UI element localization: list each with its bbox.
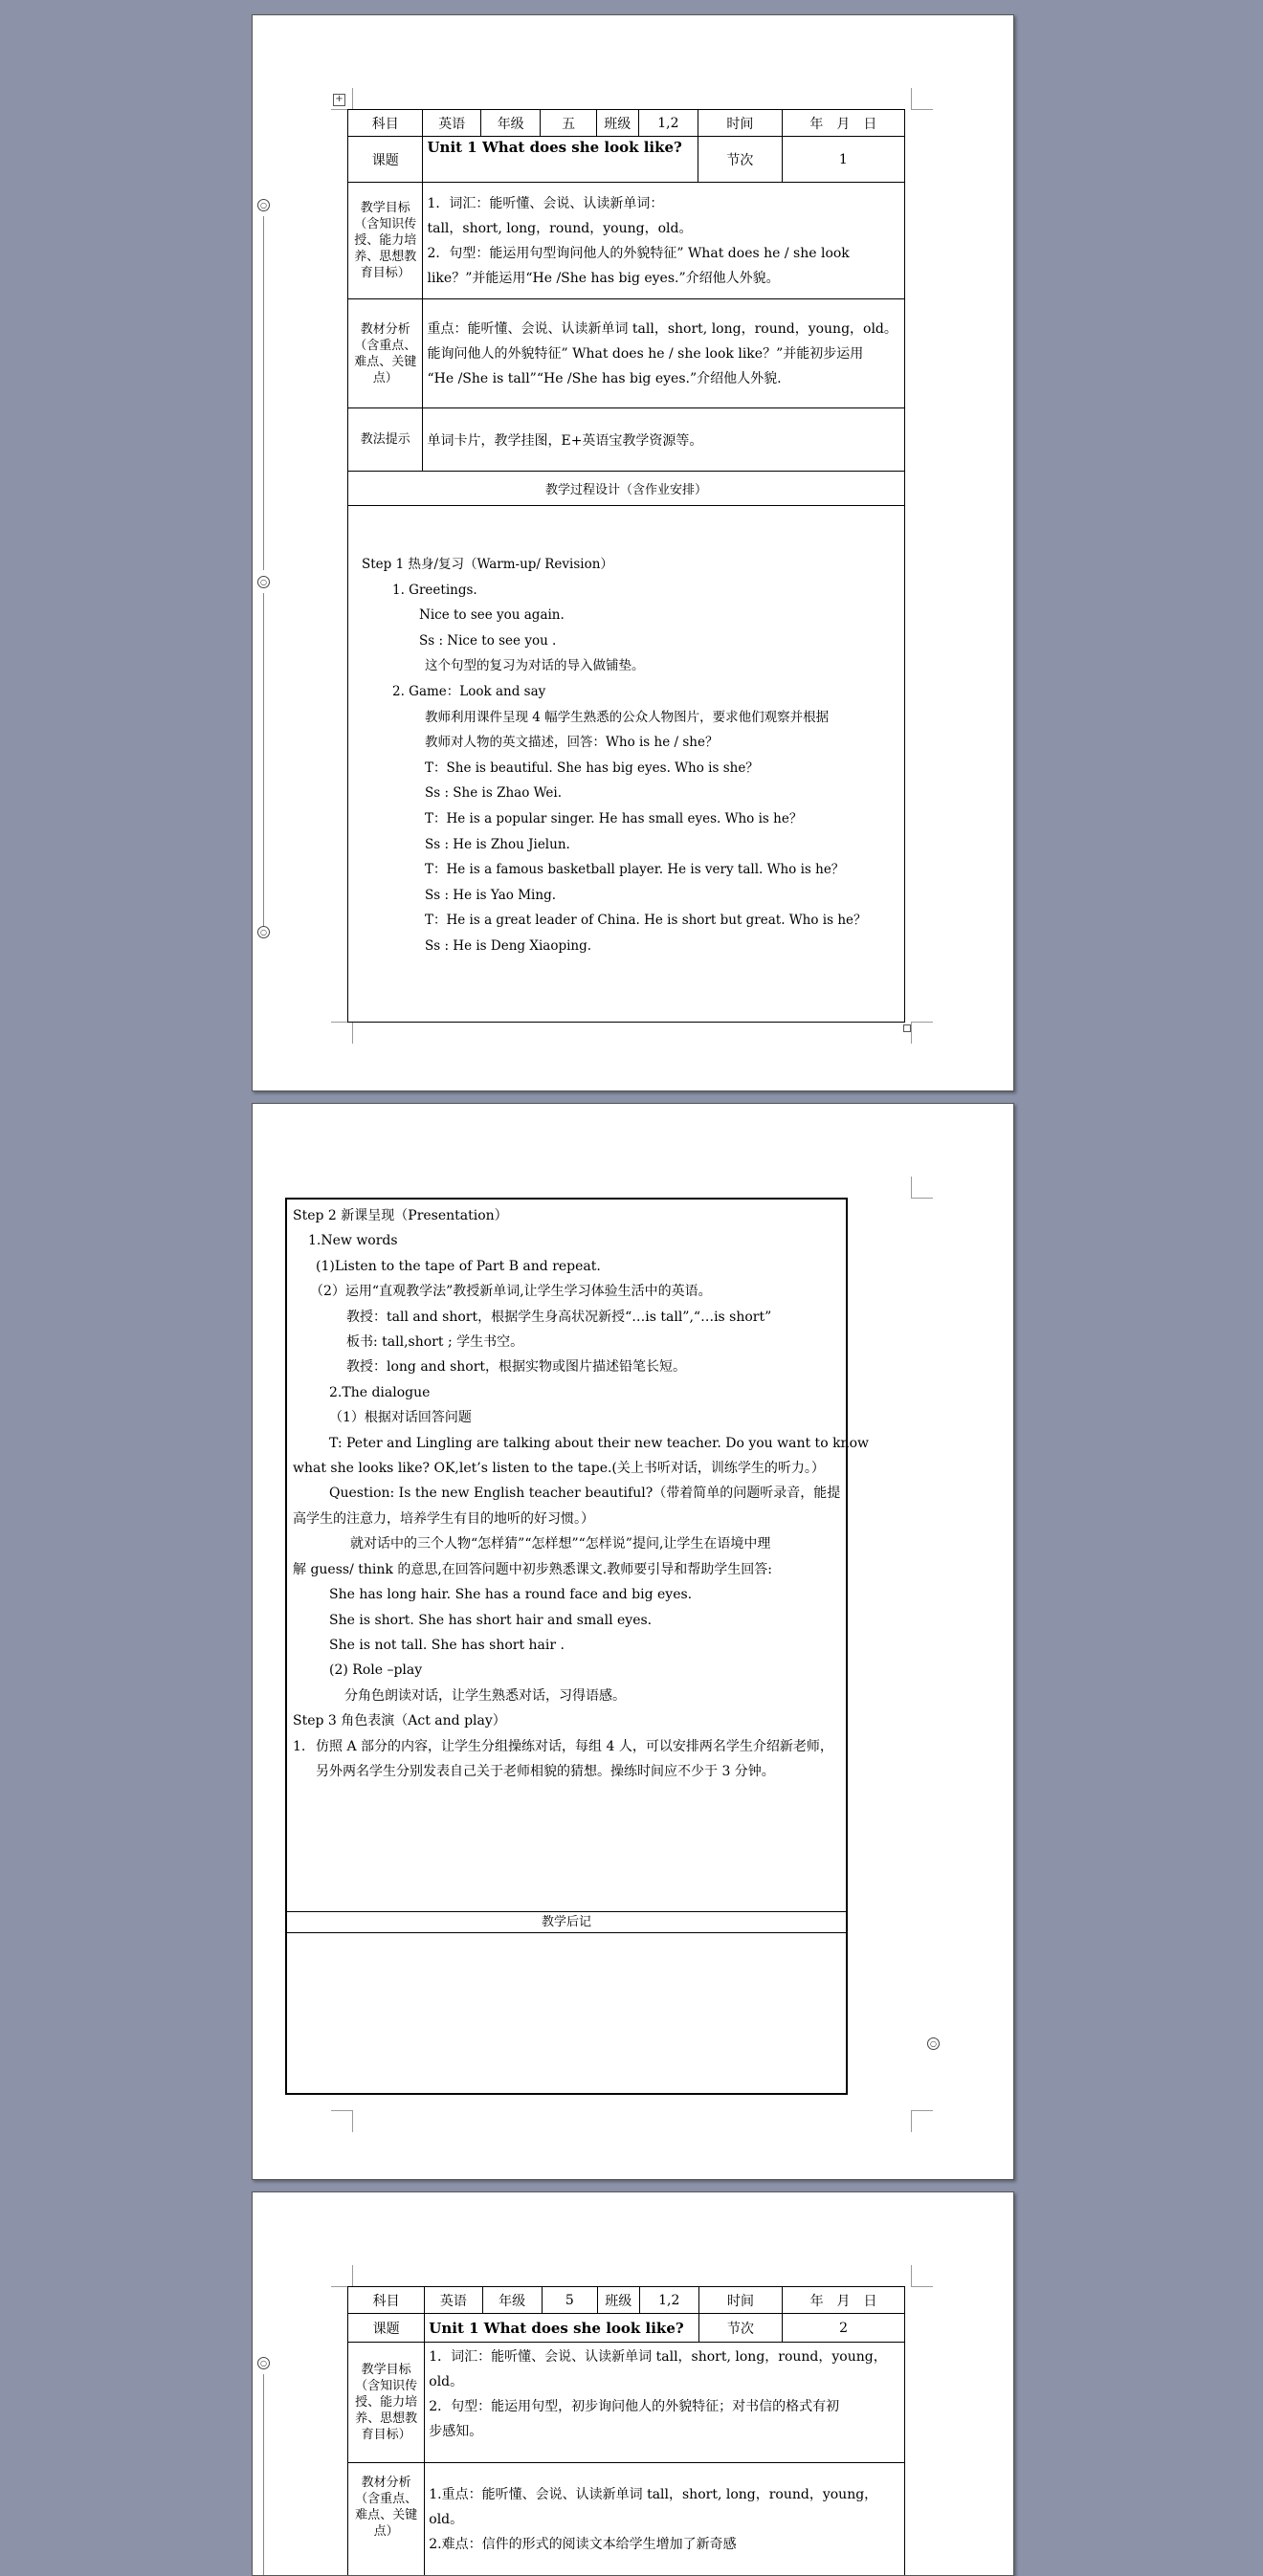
goal-line: 1．词汇：能听懂、会说、认读新单词： <box>427 191 900 216</box>
period-value: 2 <box>783 2314 905 2343</box>
date-value: 年 月 日 <box>783 2287 905 2314</box>
process-line: 这个句型的复习为对话的导入做铺垫。 <box>362 653 897 679</box>
process-line: 2. Game：Look and say <box>362 679 897 705</box>
process-line: Nice to see you again. <box>362 603 897 628</box>
margin-corner-mark <box>331 2110 353 2132</box>
analysis-line: 1.重点：能听懂、会说、认读新单词 tall，short, long，round，young， <box>429 2482 900 2507</box>
process-line: (1)Listen to the tape of Part B and repeat. <box>293 1254 840 1279</box>
process-label: 教学过程设计（含作业安排） <box>348 472 905 506</box>
process-line: 教师利用课件呈现 4 幅学生熟悉的公众人物图片，要求他们观察并根据 <box>362 705 897 731</box>
subject-label: 科目 <box>348 2287 425 2314</box>
teaching-process <box>348 506 905 1023</box>
grade-value: 5 <box>542 2287 597 2314</box>
subject-label: 科目 <box>348 110 423 137</box>
goal-line: 2．句型：能运用句型，初步询问他人的外貌特征；对书信的格式有初 <box>429 2394 900 2419</box>
margin-corner-mark <box>911 1022 933 1044</box>
process-line: She is short. She has short hair and small eyes. <box>293 1608 840 1633</box>
process-line: 1.New words <box>293 1228 840 1253</box>
table-resize-handle[interactable] <box>903 1024 911 1032</box>
analysis-label: 教材分析（含重点、难点、关键点） <box>348 299 423 408</box>
margin-corner-mark <box>911 1177 933 1199</box>
margin-corner-mark <box>331 2265 353 2287</box>
class-label: 班级 <box>596 110 638 137</box>
process-line: 1. Greetings. <box>362 578 897 604</box>
grade-value: 五 <box>541 110 596 137</box>
process-line: 解 guess/ think 的意思,在回答问题中初步熟悉课文.教师要引导和帮助学生回答: <box>293 1557 840 1582</box>
goal-line: 1．词汇：能听懂、会说、认读新单词 tall，short, long，round，young， <box>429 2345 900 2369</box>
margin-line <box>263 2374 264 2576</box>
process-line: （1）根据对话回答问题 <box>293 1405 840 1430</box>
process-line: 教师对人物的英文描述，回答：Who is he / she？ <box>362 730 897 756</box>
period-label: 节次 <box>698 137 783 183</box>
grade-label: 年级 <box>482 2287 542 2314</box>
process-line: Ss : Nice to see you . <box>362 628 897 654</box>
time-label: 时间 <box>698 2287 782 2314</box>
method-hint: 单词卡片，教学挂图，E+英语宝教学资源等。 <box>423 408 905 472</box>
margin-line <box>263 593 264 928</box>
process-line: T: Peter and Lingling are talking about their new teacher. Do you want to know <box>293 1431 840 1456</box>
class-value: 1,2 <box>639 2287 698 2314</box>
process-line: T：He is a popular singer. He has small eyes. Who is he？ <box>362 806 897 832</box>
goals-label: 教学目标（含知识传授、能力培养、思想教育目标） <box>348 183 423 299</box>
analysis-line: 重点：能听懂、会说、认读新单词 tall，short, long，round，young，old。 <box>427 317 900 341</box>
analysis-line: 2.难点：信件的形式的阅读文本给学生增加了新奇感 <box>429 2532 900 2557</box>
process-line: what she looks like? OK,let’s listen to the tape.(关上书听对话，训练学生的听力。） <box>293 1456 840 1481</box>
divider <box>287 1911 846 1912</box>
margin-corner-mark <box>911 88 933 110</box>
comment-marker-icon[interactable]: ○ <box>257 199 270 211</box>
goal-line: like？”并能运用“He /She has big eyes.”介绍他人外貌。 <box>427 266 900 291</box>
process-line: Question: Is the new English teacher beautiful?（带着简单的问题听录音，能提 <box>293 1481 840 1506</box>
process-line: Step 1 热身/复习（Warm-up/ Revision） <box>362 552 897 578</box>
document-page-3 <box>252 2191 1014 2576</box>
material-analysis <box>425 2463 905 2576</box>
process-line: T：She is beautiful. She has big eyes. Who is she？ <box>362 756 897 782</box>
process-line: 板书: tall,short ; 学生书空。 <box>293 1330 840 1354</box>
material-analysis <box>423 299 905 408</box>
document-page-2 <box>252 1103 1014 2180</box>
process-line: Ss : He is Yao Ming. <box>362 883 897 909</box>
margin-line <box>263 216 264 570</box>
process-line: 教授：long and short，根据实物或图片描述铅笔长短。 <box>293 1354 840 1379</box>
analysis-label: 教材分析（含重点、难点、关键点） <box>348 2463 425 2576</box>
method-label: 教法提示 <box>348 408 423 472</box>
process-line: She is not tall. She has short hair . <box>293 1633 840 1658</box>
process-line: (2) Role –play <box>293 1658 840 1683</box>
goal-line: 步感知。 <box>429 2419 900 2444</box>
subject-value: 英语 <box>423 110 480 137</box>
time-label: 时间 <box>698 110 783 137</box>
margin-corner-mark <box>331 1022 353 1044</box>
act-and-play-item <box>293 1734 840 1785</box>
analysis-line: old。 <box>429 2507 900 2532</box>
topic-title: Unit 1 What does she look like? <box>425 2314 699 2343</box>
process-line: T：He is a famous basketball player. He is very tall. Who is he？ <box>362 857 897 883</box>
goals-label: 教学目标（含知识传授、能力培养、思想教育目标） <box>348 2343 425 2463</box>
process-continuation-box <box>285 1198 848 2095</box>
process-line: 教授：tall and short，根据学生身高状况新授“…is tall”,“…is short” <box>293 1305 840 1330</box>
divider <box>287 1932 846 1933</box>
process-line: 分角色朗读对话，让学生熟悉对话，习得语感。 <box>293 1684 840 1708</box>
process-line: （2）运用“直观教学法”教授新单词,让学生学习体验生活中的英语。 <box>293 1279 840 1304</box>
goal-line: old。 <box>429 2369 900 2394</box>
date-value: 年 月 日 <box>782 110 904 137</box>
process-line: Ss : He is Deng Xiaoping. <box>362 934 897 959</box>
comment-marker-icon[interactable]: ○ <box>257 926 270 938</box>
margin-corner-mark <box>911 2110 933 2132</box>
process-line: Ss : He is Zhou Jielun. <box>362 832 897 858</box>
class-value: 1,2 <box>638 110 698 137</box>
goal-line: tall，short, long，round，young，old。 <box>427 216 900 241</box>
analysis-line: 能询问他人的外貌特征” What does he / she look like？”并能初步运用 <box>427 341 900 366</box>
comment-marker-icon[interactable]: ○ <box>927 2037 940 2050</box>
process-line: 2.The dialogue <box>293 1380 840 1405</box>
class-label: 班级 <box>597 2287 639 2314</box>
margin-corner-mark <box>911 2265 933 2287</box>
teaching-notes-label: 教学后记 <box>287 1913 846 1932</box>
topic-label: 课题 <box>348 2314 425 2343</box>
period-label: 节次 <box>698 2314 782 2343</box>
teaching-goals <box>425 2343 905 2463</box>
item-number: 1. <box>293 1734 316 1785</box>
process-line: Step 2 新课呈现（Presentation） <box>293 1203 840 1228</box>
topic-label: 课题 <box>348 137 423 183</box>
subject-value: 英语 <box>425 2287 482 2314</box>
lesson-plan-table <box>347 109 905 1023</box>
process-continuation <box>293 1203 840 1784</box>
process-line: She has long hair. She has a round face and big eyes. <box>293 1582 840 1607</box>
table-move-handle-icon[interactable]: + <box>333 94 345 106</box>
topic-title: Unit 1 What does she look like? <box>423 137 698 183</box>
analysis-line: “He /She is tall”“He /She has big eyes.”介绍他人外貌. <box>427 366 900 391</box>
process-line: T：He is a great leader of China. He is short but great. Who is he？ <box>362 908 897 934</box>
item-text: 仿照 A 部分的内容，让学生分组操练对话，每组 4 人，可以安排两名学生介绍新老师，另外两名学生分别发表自己关于老师相貌的猜想。操练时间应不少于 3 分钟。 <box>316 1734 836 1785</box>
comment-marker-icon[interactable]: ○ <box>257 576 270 588</box>
document-page-1 <box>252 14 1014 1091</box>
process-line: 高学生的注意力，培养学生有目的地听的好习惯。） <box>293 1507 840 1531</box>
period-value: 1 <box>782 137 904 183</box>
comment-marker-icon[interactable]: ○ <box>257 2357 270 2369</box>
process-line: Step 3 角色表演（Act and play） <box>293 1708 840 1733</box>
process-line: 就对话中的三个人物“怎样猜”“怎样想”“怎样说”提问,让学生在语境中理 <box>293 1531 840 1556</box>
lesson-plan-table <box>347 2286 905 2576</box>
teaching-goals <box>423 183 905 299</box>
process-line: Ss : She is Zhao Wei. <box>362 781 897 806</box>
goal-line: 2．句型：能运用句型询问他人的外貌特征” What does he / she look <box>427 241 900 266</box>
grade-label: 年级 <box>480 110 541 137</box>
